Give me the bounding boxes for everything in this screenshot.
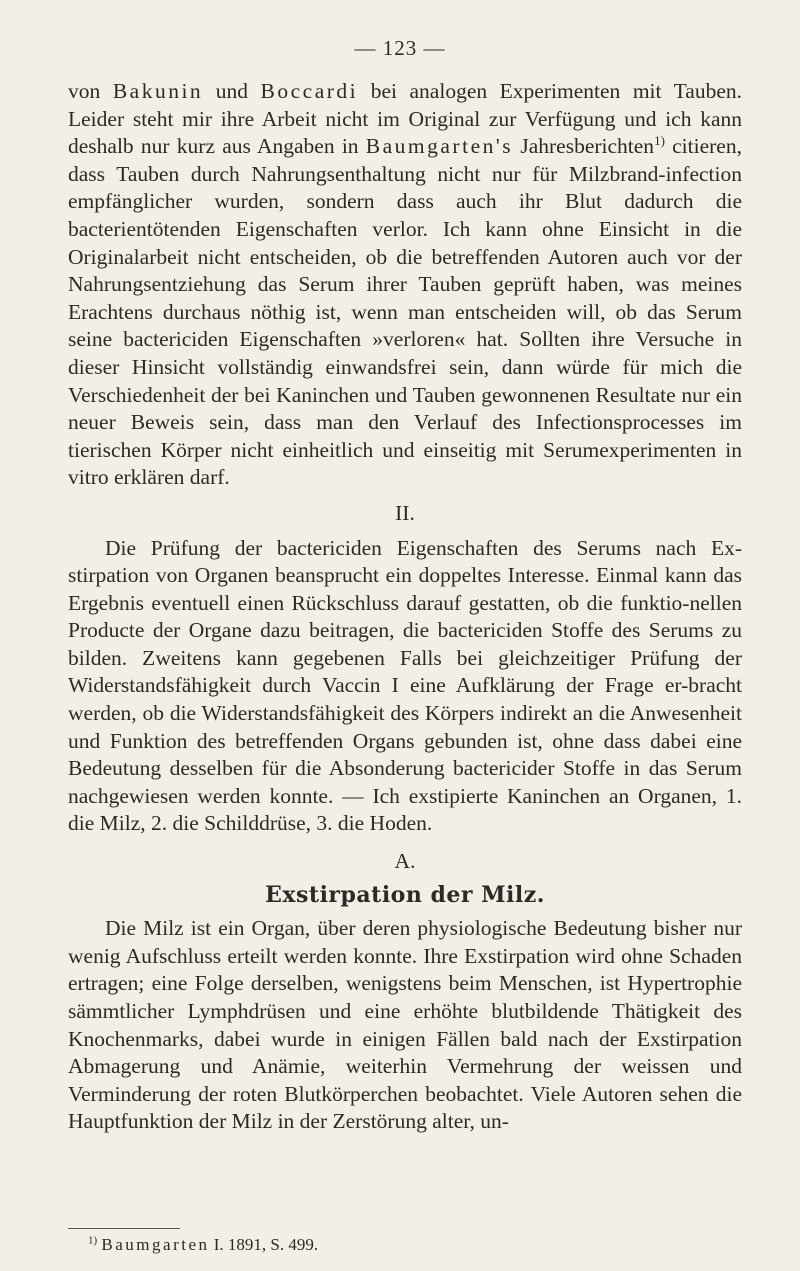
text-span: und <box>203 79 261 103</box>
footnote-mark: 1) <box>88 1234 98 1247</box>
text-span: bei analogen Experimenten mit Tauben. Leider steht mir ihre Arbeit nicht im Original zur Verfügung und ich kann deshalb nur kurz aus Angaben in <box>68 79 742 159</box>
section-heading: II. <box>395 500 415 525</box>
author-name-baumgarten: Baumgarten's <box>365 134 514 159</box>
footnote-divider <box>68 1228 180 1229</box>
body-text <box>68 78 742 1136</box>
footnote-reference[interactable]: 1) <box>654 133 665 149</box>
subsection-title: Exstirpation der Milz. <box>265 881 545 908</box>
footnote <box>88 1234 318 1256</box>
text-span: von <box>68 79 113 103</box>
page-number: — 123 — <box>354 36 446 60</box>
subsection-letter: A. <box>394 849 416 874</box>
text-span: Jahresberichten <box>513 134 655 159</box>
paragraph-3: Die Milz ist ein Organ, über deren physiologische Bedeutung bisher nur wenig Aufschluss erteilt werden konnte. Ihre Exstirpation wird ohne Schaden ertragen; eine Folge derselben, wenigstens beim Menschen, ist Hypertrophie sämmtlicher Lymphdrüsen und eine erhöhte blutbildende Thätigkeit des Knochenmarks, dabei wurde in einigen Fällen bald nach der Exstirpation Abmagerung und Anämie, weiterhin Vermehrung der weissen und Verminderung der roten Blutkörperchen beobachtet. Viele Autoren sehen die Hauptfunktion der Milz in der Zerstörung alter, un- <box>68 916 742 1134</box>
author-name-boccardi: Boccardi <box>260 79 359 103</box>
paragraph-2: Die Prüfung der bactericiden Eigenschaften des Serums nach Ex-stirpation von Organen beansprucht ein doppeltes Interesse. Einmal kann das Ergebnis eventuell einen Rückschluss darauf gestatten, ob die funktio-nellen Producte der Organe dazu beitragen, die bactericiden Stoffe des Serums zu bilden. Zweitens kann gegebenen Falls bei gleichzeitiger Prüfung der Widerstandsfähigkeit durch Vaccin I eine Aufklärung der Frage er-bracht werden, ob die Widerstandsfähigkeit des Körpers indirekt an die Anwesenheit und Funktion des betreffenden Organs gebunden ist, ohne dass dabei eine Bedeutung desselben für die Absonderung bactericider Stoffe in das Serum nachgewiesen werden konnte. — Ich exstipierte Kaninchen an Organen, 1. die Milz, 2. die Schilddrüse, 3. die Hoden. <box>68 535 742 836</box>
paragraph-1 <box>68 78 742 492</box>
footnote-text: I. 1891, S. 499. <box>209 1235 319 1254</box>
text-span: citieren, dass Tauben durch Nahrungsenthaltung nicht nur für Milzbrand-infection empfänglicher wurden, sondern dass auch ihr Blut dadurch die bacterientötenden Eigenschaften verlor. Ich kann ohne Einsicht in die Originalarbeit nicht entscheiden, ob die betreffenden Autoren auch vor der Nahrungsentziehung das Serum ihrer Tauben geprüft haben, was meines Erachtens durchaus nöthig ist, wenn man entscheiden will, ob das Serum seine bactericiden Eigenschaften »verloren« hat. Sollten ihre Versuche in dieser Hinsicht vollständig einwandsfrei sein, dann würde für mich die Verschiedenheit der bei Kaninchen und Tauben gewonnenen Resultate nur ein neuer Beweis sein, dass man den Verlauf des Infectionsprocesses im tierischen Körper nicht einheitlich und einseitig mit Serumexperimenten in vitro erklären darf. <box>68 134 742 490</box>
author-name-bakunin: Bakunin <box>112 79 204 103</box>
footnote-author: Baumgarten <box>101 1235 210 1254</box>
